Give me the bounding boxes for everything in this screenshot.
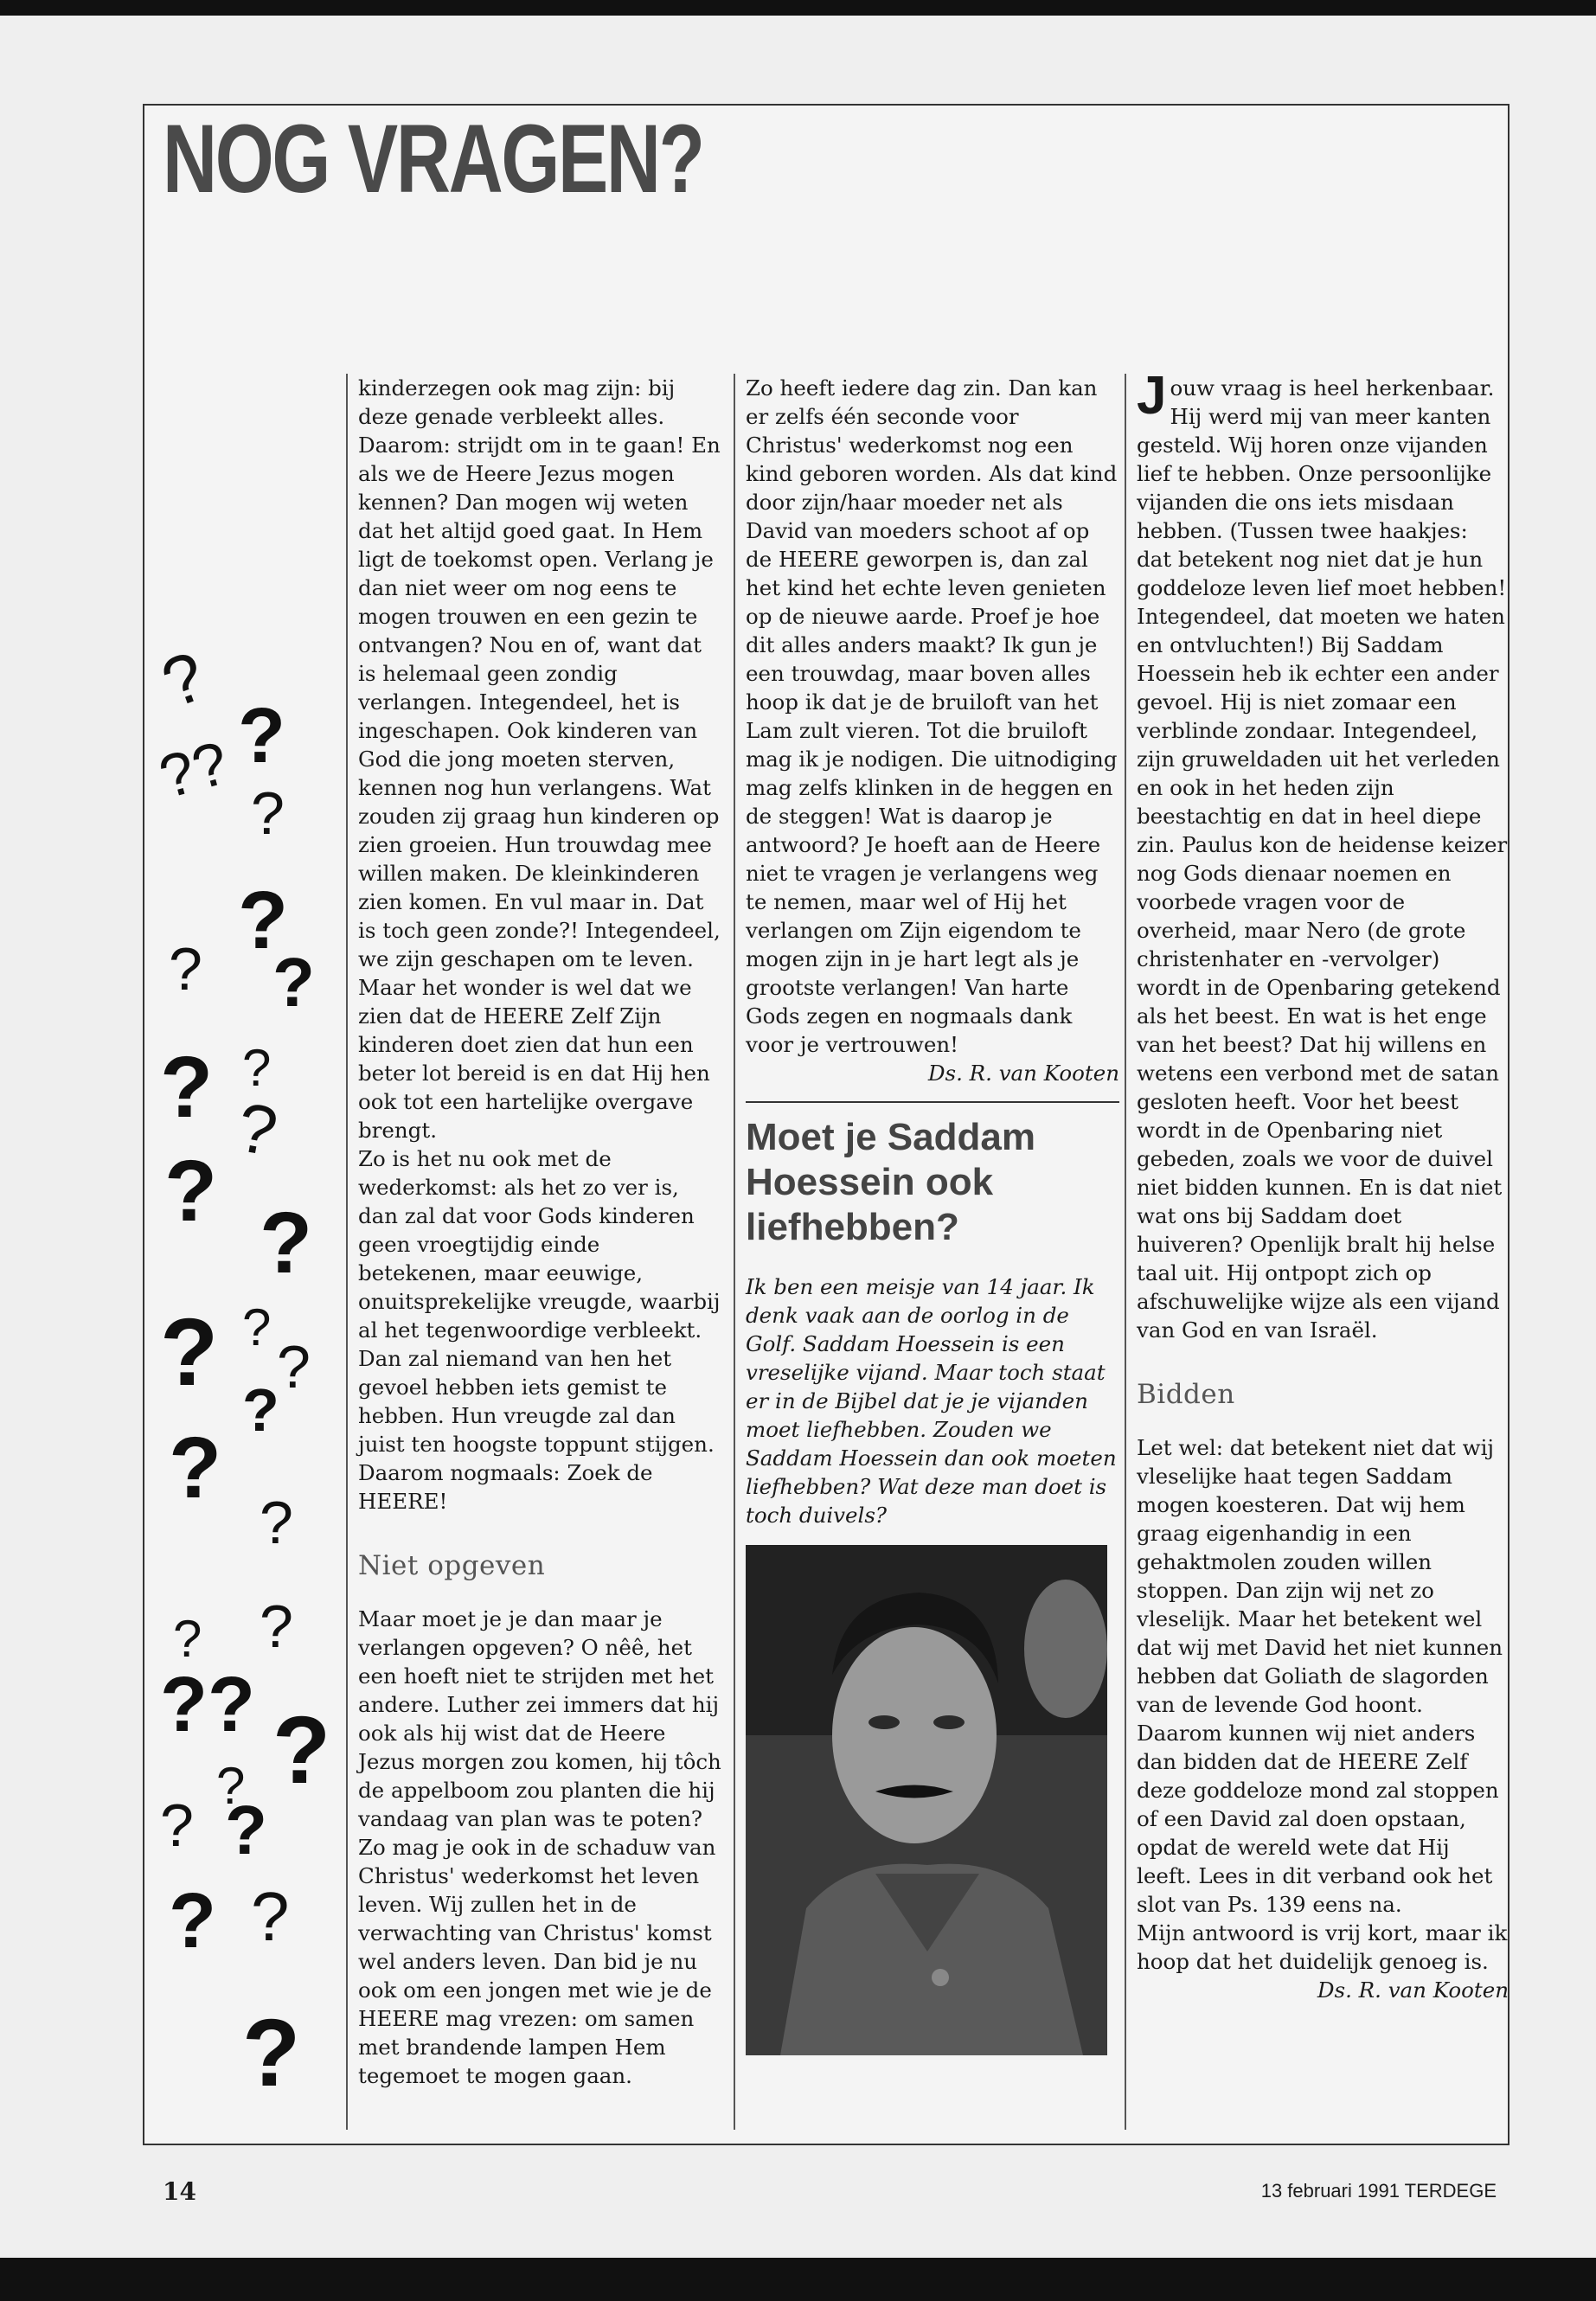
signature: Ds. R. van Kooten	[927, 1061, 1119, 1086]
question-mark-icon: ?	[238, 693, 285, 779]
issue-date: 13 februari 1991 TERDEGE	[1260, 2180, 1497, 2202]
question-mark-icon: ?	[160, 1299, 219, 1406]
subheading-niet-opgeven: Niet opgeven	[358, 1550, 546, 1581]
question-mark-icon: ?	[272, 944, 315, 1021]
signature: Ds. R. van Kooten	[1317, 1977, 1509, 2003]
drop-cap: J	[1137, 366, 1167, 426]
divider	[746, 1101, 1119, 1103]
question-marks-decoration	[151, 637, 331, 2145]
question-mark-icon: ??	[152, 728, 235, 811]
column-1	[346, 374, 721, 2130]
paragraph: Mijn antwoord is vrij kort, maar ik hoop dat het duidelijk genoeg is.	[1137, 1920, 1508, 1974]
question-mark-icon: ?	[216, 1757, 246, 1815]
column-2	[734, 374, 1119, 2130]
article-title: Moet je Saddam Hoessein ook liefhebben?	[746, 1116, 1035, 1248]
question-mark-icon: ?	[260, 1195, 313, 1292]
portrait-photo	[746, 1545, 1107, 2055]
question-mark-icon: ?	[169, 935, 202, 1003]
question-mark-icon: ?	[231, 1087, 283, 1171]
page-title: NOG VRAGEN?	[163, 105, 703, 213]
question-mark-icon: ?	[277, 1333, 311, 1400]
paragraph: Zo is het nu ook met de wederkomst: als het zo ver is, dan zal dat voor Gods kinderen geen vroegtijdig einde betekenen, maar eeuwige, onuitsprekelijke vreugde, waarbij al het tegenwoordige verbleekt. Dan zal niemand van hen het gevoel hebben iets gemist te hebben. Hun vreugde zal dan juist ten hoogste toppunt stijgen. Daarom nogmaals: Zoek de HEERE!	[358, 1146, 721, 1514]
paragraph: Let wel: dat betekent niet dat wij vleselijke haat tegen Saddam mogen koesteren. Dat wij hem graag eigenhandig in een gehaktmolen zouden willen stoppen. Dan zijn wij net zo vleselijk. Maar het betekent wel dat wij met David het niet kunnen hebben dat Goliath de slagorden van de levende God hoont. Daarom kunnen wij niet anders dan bidden dat de HEERE Zelf deze goddeloze mond zal stoppen of een David zal doen opstaan, opdat de wereld wete dat Hij leeft. Lees in dit verband ook het slot van Ps. 139 eens na.	[1137, 1435, 1503, 1917]
portrait-illustration	[746, 1545, 1107, 2055]
reader-question: Ik ben een meisje van 14 jaar. Ik denk vaak aan de oorlog in de Golf. Saddam Hoessein is een vreselijke vijand. Maar toch staat er in de Bijbel dat je je vijanden moet liefhebben. Zouden we Saddam Hoessein dan ook moeten liefhebben? Wat deze man doet is toch duivels?	[746, 1274, 1117, 1528]
paragraph: Zo heeft iedere dag zin. Dan kan er zelfs één seconde voor Christus' wederkomst nog een kind geboren worden. Als dat kind door zijn/haar moeder net als David van moeders schoot af op de HEERE geworpen is, dan zal het kind het echte leven genieten op de nieuwe aarde. Proef je hoe dit alles anders maakt? Ik gun je een trouwdag, maar boven alles hoop ik dat je de bruiloft van het Lam zult vieren. Tot die bruiloft mag ik je nodigen. Die uitnodiging mag zelfs klinken in de heggen en de steggen! Wat is daarop je antwoord? Je hoeft aan de Heere niet te vragen je verlangens weg te nemen, maar wel of Hij het verlangen om Zijn eigendom te mogen zijn in je hart legt als je grootste verlangen! Van harte Gods zegen en nogmaals dank voor je vertrouwen!	[746, 375, 1118, 1057]
question-mark-icon: ?	[160, 1791, 194, 1859]
question-mark-icon: ?	[242, 1376, 279, 1444]
question-mark-icon: ?	[242, 2000, 301, 2106]
question-mark-icon: ?	[242, 1039, 272, 1097]
question-mark-icon: ?	[164, 1143, 218, 1240]
question-mark-icon: ?	[151, 637, 215, 722]
question-mark-icon: ?	[225, 1791, 267, 1868]
subheading-bidden: Bidden	[1137, 1379, 1235, 1410]
question-mark-icon: ?	[260, 1489, 293, 1556]
question-mark-icon: ??	[160, 1662, 255, 1748]
question-mark-icon: ?	[160, 1039, 214, 1136]
question-mark-icon: ?	[173, 1610, 202, 1668]
question-mark-icon: ?	[238, 875, 289, 966]
question-mark-icon: ?	[251, 779, 285, 847]
column-3	[1125, 366, 1509, 2130]
page-number: 14	[163, 2177, 196, 2206]
question-mark-icon: ?	[272, 1697, 331, 1804]
question-mark-icon: ?	[169, 1420, 222, 1516]
page-top-edge	[0, 0, 1596, 16]
question-mark-icon: ?	[242, 1298, 272, 1356]
paragraph: ouw vraag is heel herkenbaar. Hij werd mij van meer kanten gesteld. Wij horen onze vijanden lief te hebben. Onze persoonlijke vijanden die ons iets misdaan hebben. (Tussen twee haakjes: dat betekent nog niet dat je hun goddeloze leven lief moet hebben! Integendeel, dat moeten we haten en ontvluchten!) Bij Saddam Hoessein heb ik echter een ander gevoel. Hij is niet zomaar een verblinde zondaar. Integendeel, zijn gruweldaden uit het verleden en ook in het heden zijn beestachtig en dat in heel diepe zin. Paulus kon de heidense keizer nog Gods dienaar noemen en voorbede vragen voor de overheid, maar Nero (de grote christenhater en -vervolger) wordt in de Openbaring getekend als het beest. En wat is het enge van het beest? Dat hij willens en wetens een verbond met de satan gesloten heeft. Voor het beest wordt in de Openbaring niet gebeden, zoals we voor de duivel niet bidden kunnen. En is dat niet wat ons bij Saddam doet huiveren? Openlijk bralt hij helse taal uit. Hij ontpopt zich op afschuwelijke wijze als een vijand van God en van Israël.	[1137, 375, 1508, 1343]
question-mark-icon: ?	[169, 1878, 216, 1965]
page-bottom-edge	[0, 2258, 1596, 2301]
question-mark-icon: ?	[260, 1593, 293, 1660]
question-mark-icon: ?	[251, 1878, 290, 1955]
paragraph: Maar moet je je dan maar je verlangen opgeven? O nêê, het een hoeft niet te strijden met het andere. Luther zei immers dat hij ook als hij wist dat de Heere Jezus morgen zou komen, hij tôch de appelboom zou planten die hij vandaag van plan was te poten? Zo mag je ook in de schaduw van Christus' wederkomst het leven leven. Wij zullen het in de verwachting van Christus' komst wel anders leven. Dan bid je nu ook om een jongen met wie je de HEERE mag vrezen: om samen met brandende lampen Hem tegemoet te mogen gaan.	[358, 1606, 721, 2088]
paragraph: kinderzegen ook mag zijn: bij deze genade verbleekt alles. Daarom: strijdt om in te gaan! En als we de Heere Jezus mogen kennen? Dan mogen wij weten dat het altijd goed gaat. In Hem ligt de toekomst open. Verlang je dan niet weer om nog eens te mogen trouwen en een gezin te ontvangen? Nou en of, want dat is helemaal geen zondig verlangen. Integendeel, het is ingeschapen. Ook kinderen van God die jong moeten sterven, kennen nog hun verlangens. Wat zouden zij graag hun kinderen op zien groeien. Hun trouwdag mee willen maken. De kleinkinderen zien komen. En vul maar in. Dat is toch geen zonde?! Integendeel, we zijn geschapen om te leven. Maar het wonder is wel dat we zien dat de HEERE Zelf Zijn kinderen doet zien dat hun een beter lot bereid is en dat Hij hen ook tot een hartelijke overgave brengt.	[358, 375, 721, 1143]
